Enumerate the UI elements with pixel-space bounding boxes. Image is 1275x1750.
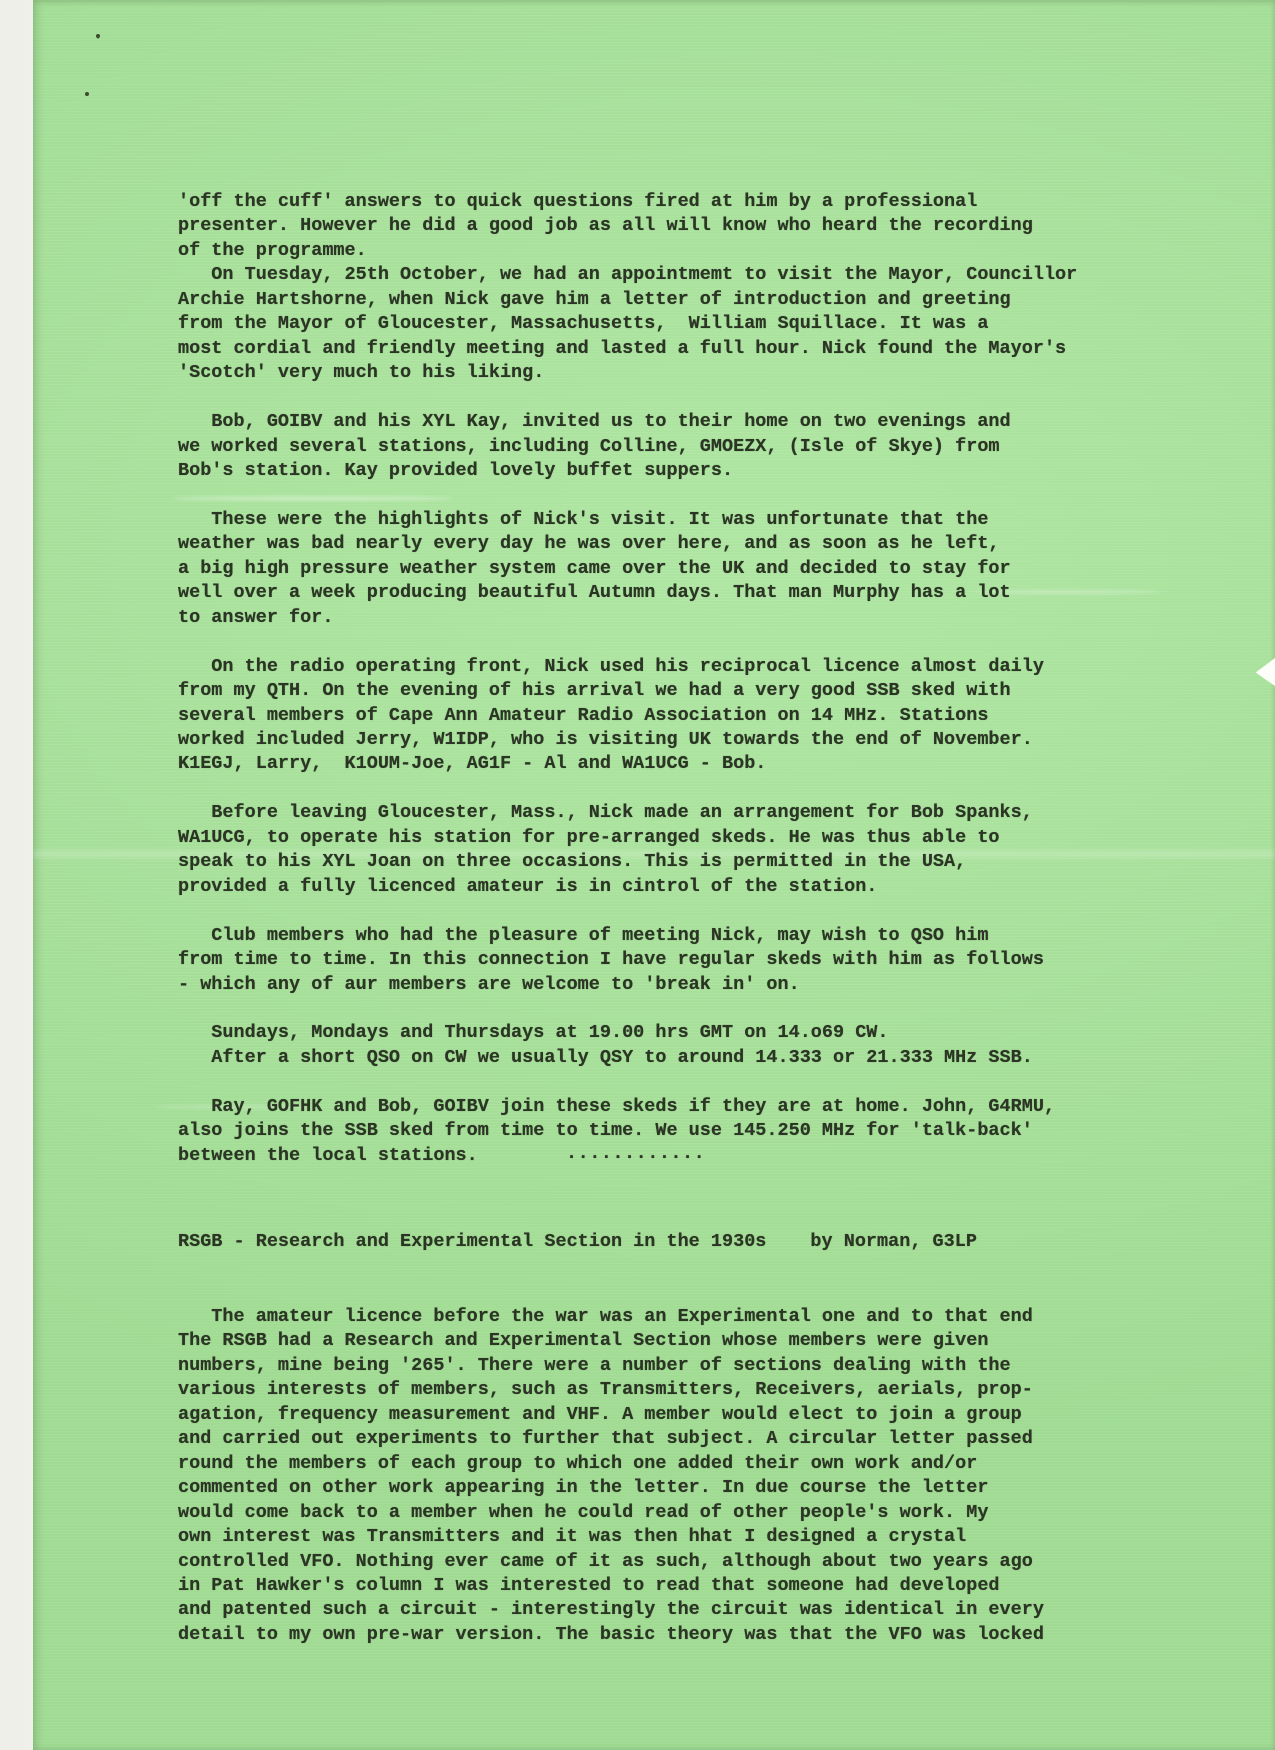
text-line: agation, frequency measurement and VHF. A member would elect to join a group <box>178 1403 1022 1425</box>
text-line: speak to his XYL Joan on three occasions. This is permitted in the USA, <box>178 851 967 873</box>
text-line: detail to my own pre-war version. The basic theory was that the VFO was locked <box>178 1623 1044 1645</box>
rsgb-paragraph-text <box>178 1305 1258 1647</box>
text-line: On the radio operating front, Nick used his reciprocal licence almost daily <box>178 655 1044 677</box>
text-line: K1EGJ, Larry, K1OUM-Joe, AG1F - Al and WA1UCG - Bob. <box>178 753 767 775</box>
text-line: worked included Jerry, W1IDP, who is visiting UK towards the end of November. <box>178 728 1033 750</box>
text-line: round the members of each group to which one added their own work and/or <box>178 1452 978 1474</box>
text-line: from the Mayor of Gloucester, Massachusetts, William Squillace. It was a <box>178 313 989 335</box>
text-line: to answer for. <box>178 606 334 628</box>
text-line: Sundays, Mondays and Thursdays at 19.00 hrs GMT on 14.o69 CW. <box>178 1022 889 1044</box>
text-line: These were the highlights of Nick's visit. It was unfortunate that the <box>178 508 989 530</box>
section-divider-dots: ............ <box>566 1143 706 1164</box>
text-line: weather was bad nearly every day he was over here, and as soon as he left, <box>178 533 1000 555</box>
text-line: various interests of members, such as Transmitters, Receivers, aerials, prop- <box>178 1379 1033 1401</box>
text-line: controlled VFO. Nothing ever came of it as such, although about two years ago <box>178 1550 1033 1572</box>
text-line: numbers, mine being '265'. There were a number of sections dealing with the <box>178 1354 1011 1376</box>
text-line: Club members who had the pleasure of meeting Nick, may wish to QSO him <box>178 924 989 946</box>
text-line: - which any of aur members are welcome to 'break in' on. <box>178 973 800 995</box>
text-line: and patented such a circuit - interestingly the circuit was identical in every <box>178 1599 1044 1621</box>
text-line: would come back to a member when he could read of other people's work. My <box>178 1501 989 1523</box>
text-line: from my QTH. On the evening of his arrival we had a very good SSB sked with <box>178 680 1011 702</box>
text-line: commented on other work appearing in the letter. In due course the letter <box>178 1477 989 1499</box>
text-line: between the local stations. <box>178 1144 478 1166</box>
text-line: also joins the SSB sked from time to time. We use 145.250 MHz for 'talk-back' <box>178 1120 1033 1142</box>
text-line: of the programme. <box>178 239 367 261</box>
text-line: we worked several stations, including Colline, GMOEZX, (Isle of Skye) from <box>178 435 1000 457</box>
paper-speck <box>96 34 100 38</box>
text-line: in Pat Hawker's column I was interested to read that someone had developed <box>178 1574 1000 1596</box>
text-line: Before leaving Gloucester, Mass., Nick made an arrangement for Bob Spanks, <box>178 802 1033 824</box>
text-line: Bob, GOIBV and his XYL Kay, invited us to their home on two evenings and <box>178 411 1011 433</box>
text-line: well over a week producing beautiful Autumn days. That man Murphy has a lot <box>178 582 1011 604</box>
text-line: own interest was Transmitters and it was then hhat I designed a crystal <box>178 1526 967 1548</box>
text-line: After a short QSO on CW we usually QSY to around 14.333 or 21.333 MHz SSB. <box>178 1046 1033 1068</box>
text-line: WA1UCG, to operate his station for pre-arranged skeds. He was thus able to <box>178 826 1000 848</box>
section-heading-byline: by Norman, G3LP <box>810 1231 977 1252</box>
text-line: The RSGB had a Research and Experimental Section whose members were given <box>178 1330 989 1352</box>
text-line: On Tuesday, 25th October, we had an appointmemt to visit the Mayor, Councillor <box>178 264 1078 286</box>
text-line <box>178 483 1258 507</box>
text-line: most cordial and friendly meeting and lasted a full hour. Nick found the Mayor's <box>178 337 1067 359</box>
green-paper-sheet <box>33 0 1275 1750</box>
text-line <box>178 630 1258 654</box>
text-line: presenter. However he did a good job as all will know who heard the recording <box>178 215 1033 237</box>
text-line: 'Scotch' very much to his liking. <box>178 362 545 384</box>
document-body-text <box>178 190 1258 1168</box>
paper-speck <box>85 92 89 96</box>
text-line: The amateur licence before the war was an Experimental one and to that end <box>178 1306 1033 1327</box>
text-line: from time to time. In this connection I have regular skeds with him as follows <box>178 949 1044 971</box>
text-line: 'off the cuff' answers to quick questions fired at him by a professional <box>178 191 978 212</box>
text-line <box>178 777 1258 801</box>
text-line: Ray, GOFHK and Bob, GOIBV join these skeds if they are at home. John, G4RMU, <box>178 1095 1056 1117</box>
text-line: a big high pressure weather system came over the UK and decided to stay for <box>178 557 1011 579</box>
section-heading <box>178 1230 977 1254</box>
text-line <box>178 899 1258 923</box>
text-line <box>178 386 1258 410</box>
text-line: and carried out experiments to further that subject. A circular letter passed <box>178 1428 1033 1450</box>
text-line: Bob's station. Kay provided lovely buffet suppers. <box>178 459 734 481</box>
text-line: provided a fully licenced amateur is in cintrol of the station. <box>178 875 878 897</box>
text-line: Archie Hartshorne, when Nick gave him a letter of introduction and greeting <box>178 288 1011 310</box>
text-line <box>178 1070 1258 1094</box>
section-heading-title: RSGB - Research and Experimental Section in the 1930s <box>178 1231 767 1252</box>
text-line <box>178 997 1258 1021</box>
text-line: several members of Cape Ann Amateur Radio Association on 14 MHz. Stations <box>178 704 989 726</box>
